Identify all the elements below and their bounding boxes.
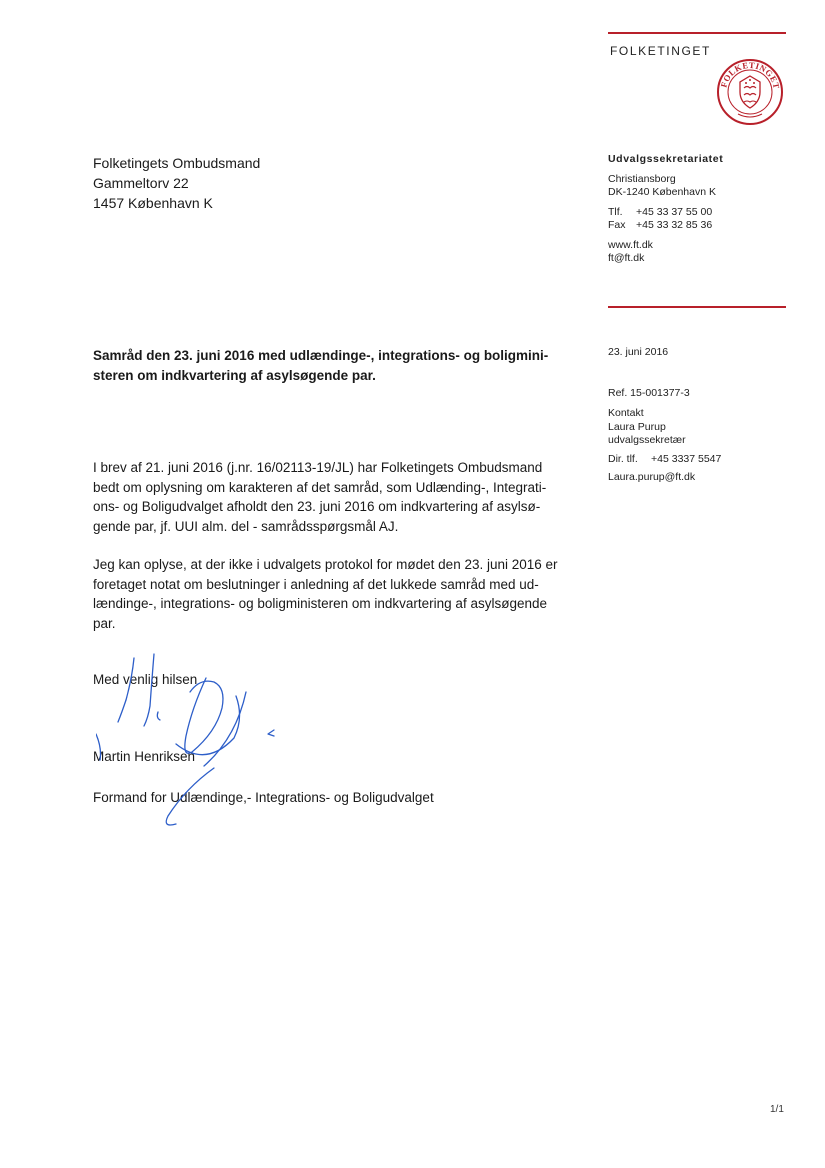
body-line: bedt om oplysning om karakteren af det samråd, som Udlænding-, Integrati- <box>93 479 547 495</box>
body-line: I brev af 21. juni 2016 (j.nr. 16/02113-19/JL) har Folketingets Ombudsmand <box>93 460 543 475</box>
seal-text: FOLKETINGET <box>718 59 782 90</box>
phone-number: +45 33 37 55 00 <box>636 205 713 218</box>
body-line: ons- og Boligudvalget afholdt den 23. juni 2016 om indkvartering af asylsø- <box>93 499 541 514</box>
fax-label: Fax <box>608 219 626 231</box>
body-line: foretaget notat om beslutninger i anledning af det lukkede samråd med ud- <box>93 576 539 592</box>
reference-number: Ref. 15-001377-3 <box>608 386 690 399</box>
contact-email-link[interactable]: Laura.purup@ft.dk <box>608 471 696 483</box>
body-line: par. <box>93 615 116 631</box>
sender-info <box>608 153 723 266</box>
letter-meta <box>608 346 721 485</box>
email-link[interactable]: ft@ft.dk <box>608 252 645 264</box>
body-paragraph-1 <box>93 458 585 536</box>
sidebar-rule <box>608 306 786 308</box>
signatory-title: Formand for Udlændinge,- Integrations- og Boligudvalget <box>93 790 434 805</box>
recipient-line: 1457 København K <box>93 195 213 211</box>
phone-label: Tlf. <box>608 205 623 218</box>
fax-row <box>608 219 723 233</box>
subject-line: Samråd den 23. juni 2016 med udlændinge-, integrations- og boligmini- <box>93 348 549 363</box>
top-rule <box>608 32 786 34</box>
website-link[interactable]: www.ft.dk <box>608 238 653 251</box>
direct-phone-row <box>608 453 721 467</box>
parliament-seal-icon <box>716 58 784 126</box>
body-paragraph-2 <box>93 555 585 633</box>
address-line: Christiansborg <box>608 172 676 185</box>
letter-subject <box>93 346 583 386</box>
recipient-line: Gammeltorv 22 <box>93 175 189 191</box>
svg-text:FOLKETINGET <box>718 60 781 90</box>
body-line: lændinge-, integrations- og boligministeren om indkvartering af asylsøgende <box>93 596 547 611</box>
signatory-name: Martin Henriksen <box>93 749 196 764</box>
direct-phone-label: Dir. tlf. <box>608 452 638 465</box>
page-number: 1/1 <box>770 1104 784 1115</box>
department-name: Udvalgssekretariatet <box>608 153 724 165</box>
recipient-address <box>93 153 260 213</box>
address-line: DK-1240 København K <box>608 186 716 198</box>
contact-title: udvalgssekretær <box>608 434 686 446</box>
phone-row <box>608 206 723 220</box>
organization-name: FOLKETINGET <box>610 44 711 58</box>
recipient-line: Folketingets Ombudsmand <box>93 155 261 171</box>
body-line: gende par, jf. UUI alm. del - samrådsspørgsmål AJ. <box>93 518 399 534</box>
salutation: Med venlig hilsen <box>93 672 198 687</box>
body-line: Jeg kan oplyse, at der ikke i udvalgets protokol for mødet den 23. juni 2016 er <box>93 557 558 572</box>
contact-name: Laura Purup <box>608 420 666 433</box>
contact-label: Kontakt <box>608 407 644 419</box>
subject-line: steren om indkvartering af asylsøgende par. <box>93 368 376 383</box>
signature-icon <box>96 648 286 828</box>
letter-date: 23. juni 2016 <box>608 346 669 358</box>
direct-phone-number: +45 3337 5547 <box>651 452 722 465</box>
fax-number: +45 33 32 85 36 <box>636 219 713 231</box>
